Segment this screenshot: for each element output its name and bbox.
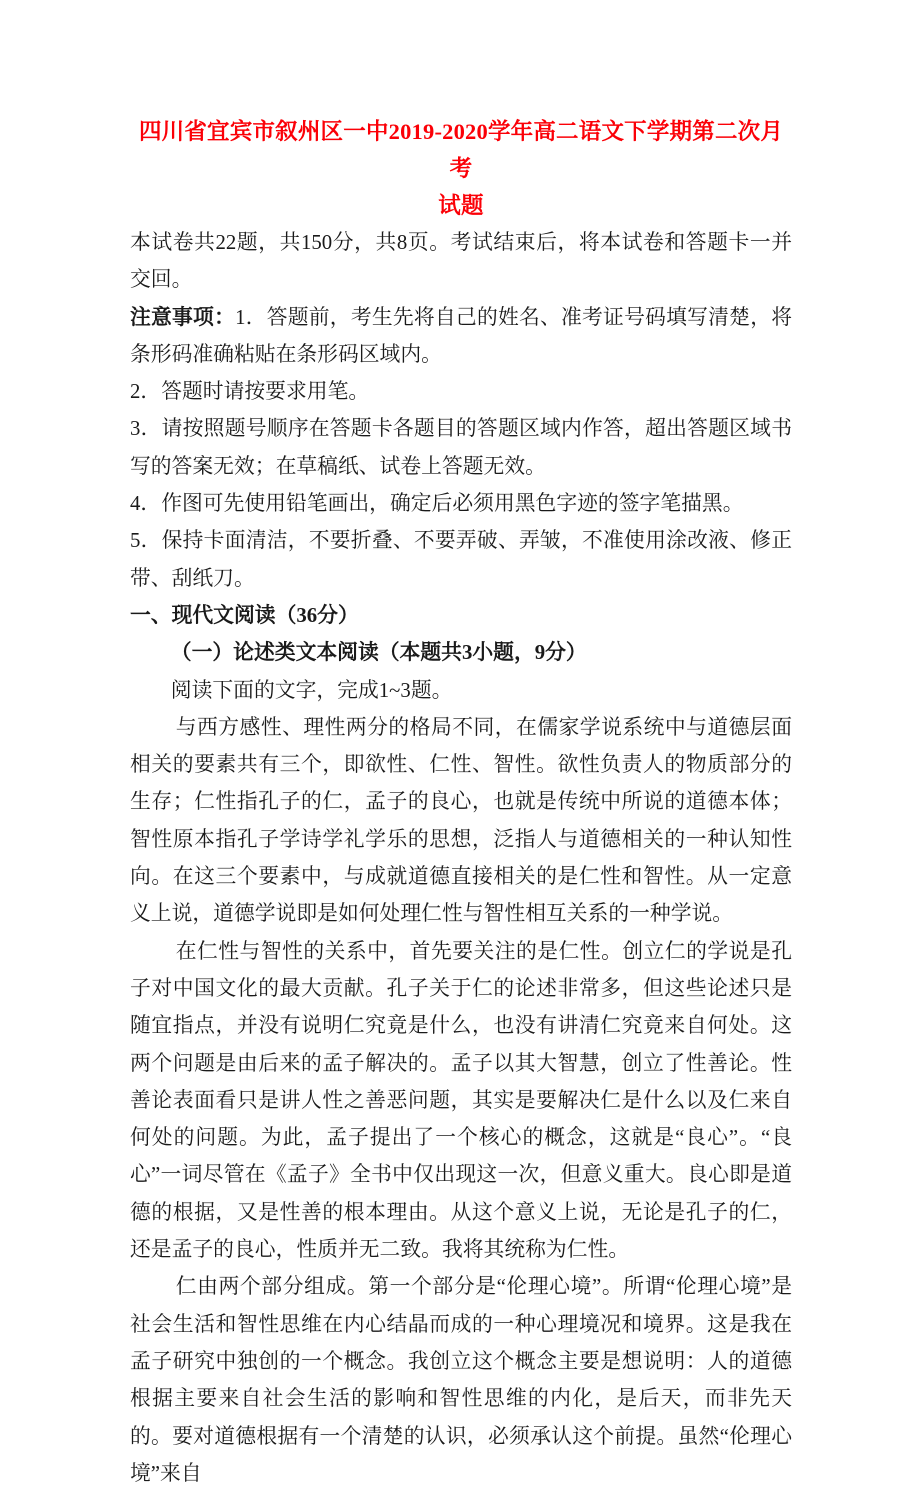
notice-item-4: 4．作图可先使用铅笔画出，确定后必须用黑色字迹的签字笔描黑。	[130, 492, 744, 516]
page-title-line-2: 试题	[438, 193, 484, 218]
page-title	[130, 0, 792, 224]
notice-item-3: 3．请按照题号顺序在答题卡各题目的答题区域内作答，超出答题区域书写的答案无效；在草稿纸、试卷上答题无效。	[130, 417, 792, 478]
article-paragraph-2: 在仁性与智性的关系中，首先要关注的是仁性。创立仁的学说是孔子对中国文化的最大贡献。孔子关于仁的论述非常多，但这些论述只是随宜指点，并没有说明仁究竟是什么，也没有讲清仁究竟来自何处。这两个问题是由后来的孟子解决的。孟子以其大智慧，创立了性善论。性善论表面看只是讲人性之善恶问题，其实是要解决仁是什么以及仁来自何处的问题。为此，孟子提出了一个核心的概念，这就是“良心”。“良心”一词尽管在《孟子》全书中仅出现这一次，但意义重大。良心即是道德的根据，又是性善的根本理由。从这个意义上说，无论是孔子的仁，还是孟子的良心，性质并无二致。我将其统称为仁性。	[130, 939, 792, 1262]
notice-item-1-text: 1．答题前，考生先将自己的姓名、准考证号码填写清楚，将条形码准确粘贴在条形码区域内。	[130, 305, 793, 366]
notice-item-1	[130, 299, 792, 374]
subsection-heading-argumentative-text: （一）论述类文本阅读（本题共3小题，9分）	[170, 641, 587, 665]
lead-in-instruction: 阅读下面的文字，完成1~3题。	[170, 678, 453, 702]
section-heading-modern-reading: 一、现代文阅读（36分）	[130, 603, 359, 627]
notice-label: 注意事项：	[130, 305, 236, 329]
document-content	[130, 0, 792, 1492]
notice-item-2: 2．答题时请按要求用笔。	[130, 380, 370, 404]
article-paragraph-3: 仁由两个部分组成。第一个部分是“伦理心境”。所谓“伦理心境”是社会生活和智性思维在内心结晶而成的一种心理境况和境界。这是我在孟子研究中独创的一个概念。我创立这个概念主要是想说明：人的道德根据主要来自社会生活的影响和智性思维的内化，是后天，而非先天的。要对道德根据有一个清楚的认识，必须承认这个前提。虽然“伦理心境”来自	[130, 1275, 792, 1485]
notice-item-5: 5．保持卡面清洁，不要折叠、不要弄破、弄皱，不准使用涂改液、修正带、刮纸刀。	[130, 529, 792, 590]
article-paragraph-1: 与西方感性、理性两分的格局不同，在儒家学说系统中与道德层面相关的要素共有三个，即欲性、仁性、智性。欲性负责人的物质部分的生存；仁性指孔子的仁，孟子的良心，也就是传统中所说的道德本体；智性原本指孔子学诗学礼学乐的思想，泛指人与道德相关的一种认知性向。在这三个要素中，与成就道德直接相关的是仁性和智性。从一定意义上说，道德学说即是如何处理仁性与智性相互关系的一种学说。	[130, 715, 792, 926]
page-title-line-1: 四川省宜宾市叙州区一中2019-2020学年高二语文下学期第二次月考	[138, 119, 784, 181]
exam-info-line: 本试卷共22题，共150分，共8页。考试结束后，将本试卷和答题卡一并交回。	[130, 231, 792, 292]
